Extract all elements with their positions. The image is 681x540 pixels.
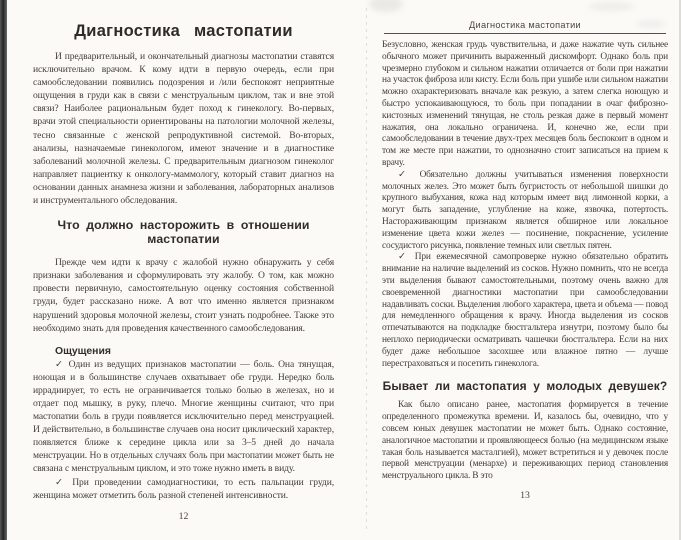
scan-smudge (369, 0, 403, 12)
left-page (33, 22, 334, 522)
left-section-heading: Что должно насторожить в отношении мастопатии (57, 218, 310, 247)
checklist-item: ✓ При ежемесячной самопроверке нужно обязательно обратить внимание на наличие выделений из сосков. Нужно помнить, что не всегда эти выделения бывают самостоятельными, поэтому очень важно для своевременной диагностики мастопатии при самообследовании надавливать соски. Выделения любого характера, цвета и объема — повод для немедленного обращения к врачу. Иногда выделения из сосков отпечатываются на подкладке бюстгальтера изнутри, поэтому было бы неплохо периодически осматривать чашечки бюстгальтера. Если на них будет даже небольшое засохшее или влажное пятно — лучше перестраховаться и посетить гинеколога. (382, 252, 668, 369)
scan-smudge (588, 2, 634, 11)
right-paragraph: Безусловно, женская грудь чувствительна, и даже нажатие чуть сильнее обычного может причинить выраженный дискомфорт. Однако боль при чрезмерно глубоком и сильном нажатии отличается от боли при нажатии на участок фиброза или кисту. Если боль при ушибе или сильном нажатии можно охарактеризовать вначале как резкую, а затем слегка ноющую и быстро успокаивающуюся, то боль при попадании в очаг фиброзно-кистозных изменений тянущая, не столь резкая даже в первый момент нажатия, она локально ограничена. И, конечно же, если при самообследовании в течение двух-трех месяцев боль беспокоит в одном и том же месте при нажатии, то однозначно стоит записаться на прием к врачу. (382, 40, 668, 168)
sensations-sub-heading: Ощущения (55, 345, 111, 357)
right-page (382, 20, 668, 501)
checklist-item: ✓ Обязательно должны учитываться изменения поверхности молочных желез. Это может быть бугристость от небольшой шишки до крупного выбухания, кожа над которым имеет вид лимонной корки, а могут быть западение, углубление на коже, язвочка, потертость. Настораживающим признаком является обширное или локальное изменение цвета кожи желез — посинение, покраснение, усиление сосудистого рисунка, появление темных или светлых пятен. (382, 169, 668, 251)
book-gutter-line (366, 8, 367, 532)
right-page-number: 13 (520, 489, 530, 501)
checklist-item: ✓ Один из ведущих признаков мастопатии — боль. Она тянущая, ноющая и в большинстве случаев охватывает обе груди. Нередко боль иррадиирует, то есть не ограничивается только болью в железах, но и отдает под мышку, в руку, плечо. Многие женщины считают, что при мастопатии боль в груди появляется исключительно перед менструацией. И действительно, в большинстве случаев она носит циклический характер, появляется ближе к середине цикла или за 3–5 дней до начала менструации. Но в отдельных случаях боль при мастопатии может быть не связана с менструальным циклом, и это тоже нужно иметь в виду. (33, 358, 334, 475)
left-page-number: 12 (178, 510, 189, 522)
right-section-paragraph: Как было описано ранее, мастопатия формируется в течение определенного промежутка времени. И, казалось бы, очевидно, что у совсем юных девушек мастопатии не может быть. Однако состояние, аналогичное мастопатии и проявляющееся болью (на медицинском языке такая боль называется масталгией), может встретиться и у девочек после первой менструации (менархе) и переживающих период становления менструального цикла. В это (382, 400, 668, 482)
running-head-rule (384, 33, 666, 34)
running-head: Диагностика мастопатии (468, 20, 581, 30)
left-section-paragraph: Прежде чем идти к врачу с жалобой нужно обнаружить у себя признаки заболевания и сформулировать эту жалобу. О том, как можно провести первичную, самостоятельную оценку состояния собственной груди, будет рассказано ниже. А вот что именно является признаком нарушений здоровья молочной железы, стоит узнать подробнее. Также это необходимо знать для проведения качественного самообследования. (33, 257, 334, 334)
checklist-item: ✓ При проведении самодиагностики, то есть пальпации груди, женщина может отметить боль разной степеней интенсивности. (33, 476, 334, 501)
left-intro-paragraph: И предварительный, и окончательный диагнозы мастопатии ставятся исключительно врачом. К кому идти в первую очередь, если при самообследовании появились подозрения и /или беспокоят неприятные ощущения в груди как в связи с менструальным циклом, так и вне этой связи? Наиболее рациональным будет поход к гинекологу. Во-первых, врачи этой специальности ориентированы на патологии молочной железы, тесно связанные с женской репродуктивной системой. Во-вторых, анализы, назначаемые гинекологом, имеют значение и в диагностике заболеваний молочной железы. С предварительным диагнозом гинеколог направляет пациентку к онкологу-маммологу, который ставит диагноз на основании данных анамнеза жизни и заболевания, лабораторных анализов и инструментального обследования. (33, 51, 334, 207)
chapter-title: Диагностика мастопатии (74, 22, 293, 40)
scan-page-edge (0, 0, 7, 540)
right-section-heading: Бывает ли мастопатия у молодых девушек? (382, 379, 668, 394)
